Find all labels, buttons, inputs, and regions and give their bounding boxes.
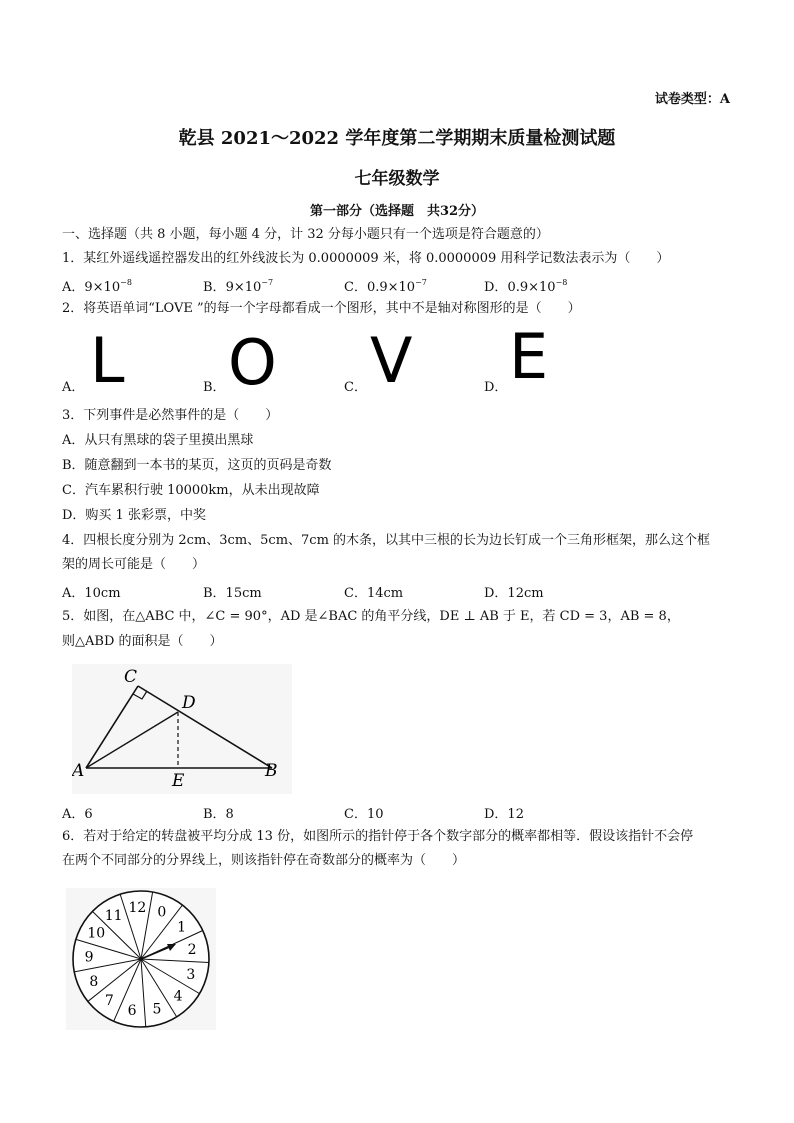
q3-option-a: A．从只有黑球的袋子里摸出黑球 <box>62 433 254 448</box>
wheel-number: 9 <box>84 949 94 966</box>
q5-option-b: B．8 <box>203 807 234 822</box>
q2-letter-v: V <box>370 324 413 397</box>
q1-stem: 1．某红外遥线遥控器发出的红外线波长为 0.0000009 米，将 0.0000009 用科学记数法表示为（ ） <box>62 251 670 266</box>
fig-label-c: C <box>124 667 138 687</box>
q3-option-d: D．购买 1 张彩票，中奖 <box>62 508 206 523</box>
q1-option-b: B．$9\times 10^{-7}$ <box>203 278 274 295</box>
q6-stem-line2: 在两个不同部分的分界线上，则该指针停在奇数部分的概率为（ ） <box>62 853 466 868</box>
q5-option-c: C．10 <box>344 807 384 822</box>
q2-option-d-label: D． <box>484 380 508 395</box>
q4-option-b: B．15cm <box>203 586 262 601</box>
q2-option-a-label: A． <box>62 380 85 395</box>
wheel-number: 1 <box>177 919 187 936</box>
q2-letter-l: L <box>90 324 125 397</box>
paper-type-label: 试卷类型：A <box>654 92 730 107</box>
q6-spinner-wheel <box>66 888 216 1030</box>
q2-letter-o: O <box>228 326 277 399</box>
q3-option-c: C．汽车累积行驶 10000km，从未出现故障 <box>62 483 320 498</box>
q1-option-c: C．$0.9\times 10^{-7}$ <box>344 278 427 295</box>
wheel-number: 3 <box>186 967 196 984</box>
exam-title: 乾县 2021～2022 学年度第二学期期末质量检测试题 <box>178 128 616 149</box>
q2-letter-e: E <box>509 320 549 393</box>
q5-stem-line1: 5．如图，在△ABC 中，∠C = 90°，AD 是∠BAC 的角平分线，DE ⊥ AB 于 E，若 CD = 3，AB = 8， <box>62 609 680 624</box>
fig-label-d: D <box>182 693 196 713</box>
q2-stem: 2．将英语单词“LOVE ”的每一个字母都看成一个图形，其中不是轴对称图形的是（ ） <box>62 301 581 316</box>
fig-label-e: E <box>172 771 185 791</box>
q3-stem: 3．下列事件是必然事件的是（ ） <box>62 408 279 423</box>
q4-stem-line2: 架的周长可能是（ ） <box>62 557 206 572</box>
q4-option-d: D．12cm <box>484 586 544 601</box>
wheel-number: 10 <box>87 925 106 942</box>
wheel-number: 5 <box>152 1001 162 1018</box>
q4-stem-line1: 4．四根长度分别为 2cm、3cm、5cm、7cm 的木条，以其中三根的长为边长钉成一个三角形框架，那么这个框 <box>62 533 711 548</box>
wheel-number: 8 <box>89 973 99 990</box>
q2-option-c-label: C． <box>344 380 367 395</box>
wheel-number: 6 <box>127 1003 137 1020</box>
q5-triangle-figure <box>72 664 292 794</box>
wheel-number: 11 <box>104 907 123 924</box>
wheel-number: 2 <box>187 942 197 959</box>
part-heading: 第一部分（选择题 共32分） <box>309 204 485 219</box>
wheel-number: 4 <box>173 988 183 1005</box>
q4-option-a: A．10cm <box>62 586 121 601</box>
fig-label-a: A <box>72 761 85 781</box>
section-intro: 一、选择题（共 8 小题，每小题 4 分，计 32 分每小题只有一个选项是符合题意的） <box>62 227 549 242</box>
q5-option-d: D．12 <box>484 807 524 822</box>
wheel-number: 7 <box>104 993 114 1010</box>
q6-stem-line1: 6．若对于给定的转盘被平均分成 13 份，如图所示的指针停于各个数字部分的概率都相等．假设该指针不会停 <box>62 829 694 844</box>
q5-stem-line2: 则△ABD 的面积是（ ） <box>62 634 223 649</box>
fig-label-b: B <box>265 761 278 781</box>
q2-option-b-label: B． <box>203 380 226 395</box>
q3-option-b: B．随意翻到一本书的某页，这页的页码是奇数 <box>62 458 332 473</box>
q1-option-a: A．$9\times 10^{-8}$ <box>62 278 132 295</box>
q4-option-c: C．14cm <box>344 586 404 601</box>
wheel-number: 12 <box>128 900 147 917</box>
exam-subtitle: 七年级数学 <box>354 169 440 189</box>
q5-option-a: A．6 <box>62 807 93 822</box>
wheel-number: 0 <box>157 904 167 921</box>
q1-option-d: D．$0.9\times 10^{-8}$ <box>484 278 568 295</box>
